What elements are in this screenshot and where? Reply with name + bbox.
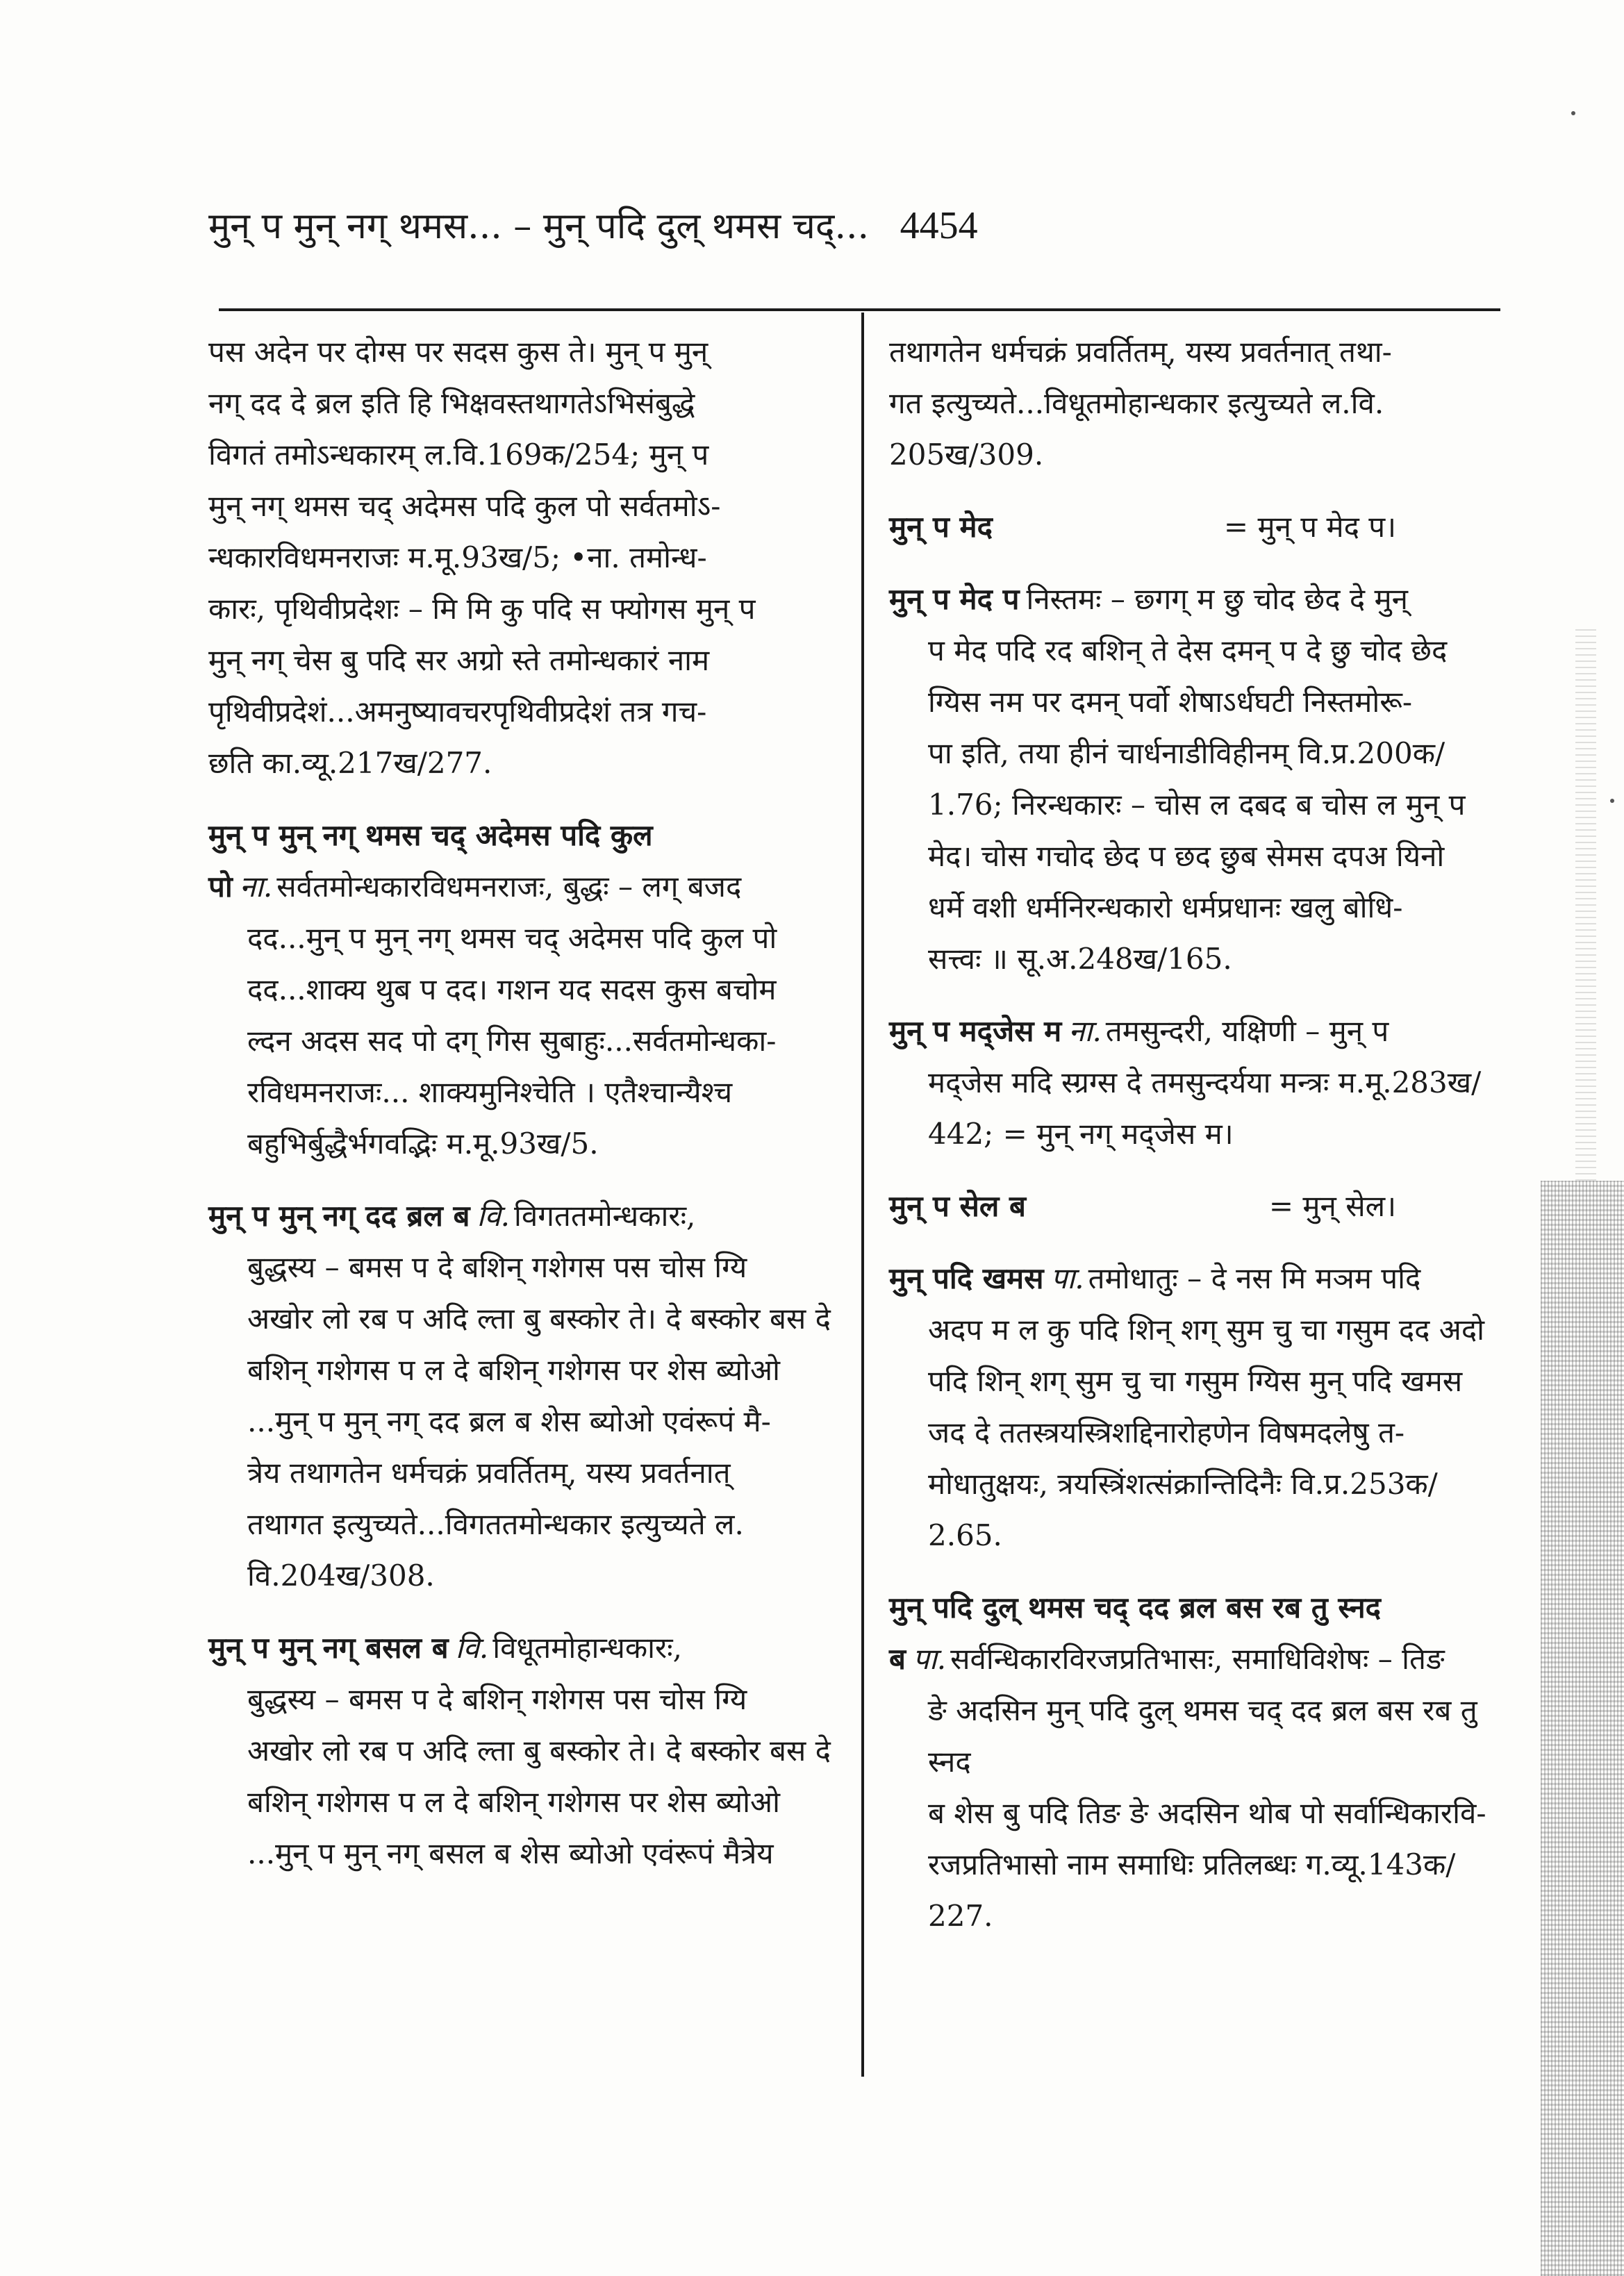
dictionary-entry bbox=[889, 1582, 1507, 1942]
entry-line-text: विगततमोन्धकारः, bbox=[514, 1199, 696, 1233]
entry-line bbox=[889, 574, 1507, 625]
entry-headword: मुन्‌ प मेद bbox=[889, 510, 993, 544]
entry-line-text: 442; = मुन्‌ नग् मद्जेस म। bbox=[928, 1117, 1234, 1151]
entry-line-text: सर्वन्धिकारविरजप्रतिभासः, समाधिविशेषः – तिङ bbox=[950, 1642, 1445, 1676]
dictionary-entry bbox=[208, 1622, 834, 1879]
entry-line bbox=[208, 326, 834, 378]
entry-line-text: विधूतमोहान्धकारः, bbox=[492, 1631, 682, 1665]
dictionary-entry bbox=[889, 501, 1507, 553]
entry-line-text: ङे अदसिन मुन्‌ पदि दुल् थमस चद्‌ दद ब्रल बस रब तु स्नद bbox=[928, 1693, 1477, 1779]
entry-line-text: ग्यिस नम पर दमन् पर्वो शेषाऽर्धघटी निस्तमोरू- bbox=[928, 685, 1413, 719]
entry-line bbox=[889, 429, 1507, 481]
entry-line-text: प मेद पदि रद बशिन् ते देस दमन् प दे छु चोद छेद bbox=[928, 633, 1448, 667]
entry-line bbox=[208, 686, 834, 738]
entry-line bbox=[208, 1777, 834, 1828]
entry-headword: मुन्‌ प मद्जेस म bbox=[889, 1014, 1062, 1048]
entry-line-text: दद...शाक्य थुब प दद। गशन यद सदस कुस बचोम bbox=[247, 972, 777, 1006]
entry-line-text: ...मुन्‌ प मुन्‌ नग् बसल ब शेस ब्योओ एवंरूपं मैत्रेय bbox=[247, 1836, 774, 1870]
scan-speck bbox=[1571, 111, 1575, 115]
entry-line bbox=[208, 738, 834, 789]
entry-line-text: जद दे ततस्त्रयस्त्रिशद्दिनारोहणेन विषमदलेषु त- bbox=[928, 1415, 1405, 1450]
entry-line bbox=[889, 882, 1507, 933]
entry-line bbox=[889, 1891, 1507, 1942]
entry-line bbox=[208, 1293, 834, 1345]
entry-line-text: बशिन् गशेगस प ल दे बशिन् गशेगस पर शेस ब्योओ bbox=[247, 1353, 780, 1387]
entry-line bbox=[208, 964, 834, 1015]
entry-headword: मुन्‌ प सेल ब bbox=[889, 1189, 1026, 1223]
running-head bbox=[208, 198, 1250, 254]
entry-line-text: तमसुन्दरी, यक्षिणी – मुन्‌ प bbox=[1105, 1014, 1389, 1048]
page-number: 4454 bbox=[900, 204, 978, 247]
dictionary-entry bbox=[889, 574, 1507, 985]
entry-line bbox=[208, 532, 834, 583]
entry-line-text: अदप म ल कु पदि शिन् शग् सुम चु चा गसुम दद अदो bbox=[928, 1313, 1485, 1347]
entry-line bbox=[889, 728, 1507, 779]
entry-line-text: बशिन् गशेगस प ल दे बशिन् गशेगस पर शेस ब्योओ bbox=[247, 1785, 780, 1819]
entry-line-text: गत इत्युच्यते...विधूतमोहान्धकार इत्युच्यते ल.वि. bbox=[889, 386, 1384, 420]
dictionary-entry bbox=[208, 810, 834, 1170]
entry-line-text: रजप्रतिभासो नाम समाधिः प्रतिलब्धः ग.व्यू.143क/ bbox=[928, 1847, 1456, 1882]
dictionary-entry bbox=[208, 326, 834, 789]
entry-line-text: 205ख/309. bbox=[889, 438, 1044, 472]
entry-line bbox=[208, 1015, 834, 1067]
entry-line bbox=[889, 1839, 1507, 1891]
entry-line-text: दद...मुन्‌ प मुन्‌ नग् थमस चद्‌ अदेमस पदि कुल पो bbox=[247, 921, 777, 955]
running-head-text: मुन्‌ प मुन्‌ नग् थमस... – मुन्‌ पदि दुल् थमस चद्‌... bbox=[208, 206, 870, 247]
entry-line-text: पृथिवीप्रदेशं...अमनुष्यावचरपृथिवीप्रदेशं तत्र गच- bbox=[208, 695, 707, 729]
entry-line bbox=[889, 933, 1507, 985]
entry-line bbox=[889, 1253, 1507, 1304]
entry-line-text: बुद्धस्य – बमस प दे बशिन् गशेगस पस चोस ग्यि bbox=[247, 1682, 747, 1716]
entry-line bbox=[889, 1006, 1507, 1057]
entry-line bbox=[208, 1345, 834, 1396]
entry-line bbox=[889, 1057, 1507, 1108]
entry-line bbox=[208, 1828, 834, 1879]
entry-line-text: मद्जेस मदि स्ग्रग्स दे तमसुन्दर्यया मन्त्रः म.मू.283ख/ bbox=[928, 1065, 1482, 1099]
entry-line-text: न्धकारविधमनराजः म.मू.93ख/5; •ना. तमोन्ध- bbox=[208, 540, 707, 574]
entry-line-text: छति का.व्यू.217ख/277. bbox=[208, 746, 492, 780]
entry-headword: मुन्‌ प मेद प bbox=[889, 582, 1020, 616]
entry-line-text: नग् दद दे ब्रल इति हि भिक्षवस्तथागतेऽभिसंबुद्धे bbox=[208, 386, 695, 420]
entry-line bbox=[208, 1447, 834, 1499]
entry-line bbox=[889, 1685, 1507, 1788]
entry-line bbox=[208, 1118, 834, 1170]
entry-line-text: निस्तमः – छ्गग् म छु चोद छेद दे मुन्‌ bbox=[1026, 582, 1408, 616]
entry-line bbox=[889, 676, 1507, 728]
entry-line bbox=[889, 1582, 1507, 1685]
entry-line-text: रविधमनराजः... शाक्यमुनिश्चेति । एतैश्चान्यैश्च bbox=[247, 1075, 733, 1109]
entry-line-text: पा इति, तया हीनं चार्धनाडीविहीनम् वि.प्र.200क/ bbox=[928, 736, 1445, 770]
entry-line bbox=[208, 1725, 834, 1777]
entry-line-text: विगतं तमोऽन्धकारम् ल.वि.169क/254; मुन्‌ प bbox=[208, 438, 709, 472]
entry-line-text: पदि शिन् शग् सुम चु चा गसुम ग्यिस मुन्‌ पदि खमस bbox=[928, 1364, 1463, 1398]
grammar-label: वि. bbox=[477, 1199, 511, 1233]
entry-line bbox=[208, 429, 834, 481]
entry-line bbox=[889, 1510, 1507, 1561]
entry-line-text: मोधातुक्षयः, त्रयस्त्रिंशत्संक्रान्तिदिनैः वि.प्र.253क/ bbox=[928, 1467, 1438, 1501]
entry-line-text: ल्दन अदस सद पो दग् गिस सुबाहुः...सर्वतमोन्धका- bbox=[247, 1024, 777, 1058]
entry-line bbox=[889, 1407, 1507, 1459]
entry-line-text: सत्त्वः ॥ सू.अ.248ख/165. bbox=[928, 942, 1232, 976]
entry-line bbox=[889, 378, 1507, 429]
grammar-label: पा. bbox=[912, 1642, 947, 1676]
entry-line bbox=[889, 1788, 1507, 1839]
entry-line bbox=[208, 810, 834, 913]
entry-xref-line bbox=[889, 1181, 1507, 1232]
grammar-label: वि. bbox=[455, 1631, 489, 1665]
entry-line bbox=[208, 1674, 834, 1725]
entry-line-text: अखोर लो रब प अदि ल्ता बु बस्कोर ते। दे बस्कोर बस दे bbox=[247, 1302, 831, 1336]
grammar-label: ना. bbox=[239, 870, 273, 904]
entry-headword: मुन्‌ पदि दुल् थमस चद्‌ दद ब्रल बस रब तु स्नद ब bbox=[889, 1590, 1381, 1676]
entry-line bbox=[208, 583, 834, 635]
right-column bbox=[889, 326, 1507, 1963]
left-column bbox=[208, 326, 834, 1900]
column-divider bbox=[861, 313, 864, 2077]
entry-line bbox=[208, 1622, 834, 1674]
entry-xref-line bbox=[889, 501, 1507, 553]
scan-edge-artifact-upper bbox=[1575, 625, 1596, 1181]
entry-line-text: मेद। चोस गचोद छेद प छद छुब सेमस दपअ यिनो bbox=[928, 839, 1445, 873]
entry-line-text: 227. bbox=[928, 1899, 993, 1933]
entry-line bbox=[208, 1499, 834, 1550]
dictionary-entry bbox=[889, 1006, 1507, 1160]
entry-line-text: तथागतेन धर्मचक्रं प्रवर्तितम्, यस्य प्रवर्तनात् तथा- bbox=[889, 335, 1392, 369]
entry-line bbox=[208, 1242, 834, 1293]
scan-edge-artifact bbox=[1541, 1181, 1624, 2276]
entry-line-text: बहुभिर्बुद्धैर्भगवद्भिः म.मू.93ख/5. bbox=[247, 1127, 599, 1161]
entry-line bbox=[889, 326, 1507, 378]
entry-cross-reference: = मुन्‌ सेल। bbox=[1268, 1189, 1396, 1223]
grammar-label: ना. bbox=[1068, 1014, 1102, 1048]
entry-headword: मुन्‌ प मुन्‌ नग् बसल ब bbox=[208, 1631, 449, 1665]
entry-line bbox=[208, 635, 834, 686]
entry-line-text: ...मुन्‌ प मुन्‌ नग् दद ब्रल ब शेस ब्योओ एवंरूपं मै- bbox=[247, 1404, 771, 1438]
entry-line bbox=[889, 625, 1507, 676]
entry-line bbox=[889, 779, 1507, 831]
entry-line bbox=[889, 1459, 1507, 1510]
entry-line bbox=[208, 1550, 834, 1602]
entry-line-text: बुद्धस्य – बमस प दे बशिन् गशेगस पस चोस ग्यि bbox=[247, 1250, 747, 1284]
entry-line bbox=[889, 1356, 1507, 1407]
entry-line-text: वि.204ख/308. bbox=[247, 1559, 435, 1593]
entry-line bbox=[208, 1396, 834, 1447]
dictionary-entry bbox=[889, 326, 1507, 481]
entry-line-text: त्रेय तथागतेन धर्मचक्रं प्रवर्तितम्, यस्य प्रवर्तनात् bbox=[247, 1456, 731, 1490]
entry-line bbox=[889, 1304, 1507, 1356]
entry-line-text: पस अदेन पर दोग्स पर सदस कुस ते। मुन्‌ प मुन्‌ bbox=[208, 335, 709, 369]
entry-line-text: तथागत इत्युच्यते...विगततमोन्धकार इत्युच्यते ल. bbox=[247, 1507, 744, 1541]
entry-line-text: तमोधातुः – दे नस मि मञम पदि bbox=[1088, 1261, 1421, 1295]
entry-line-text: ब शेस बु पदि तिङ ङे अदसिन थोब पो सर्वान्धिकारवि- bbox=[928, 1796, 1486, 1830]
entry-line-text: सर्वतमोन्धकारविधमनराजः, बुद्धः – लग् बजद bbox=[276, 870, 742, 904]
entry-line-text: अखोर लो रब प अदि ल्ता बु बस्कोर ते। दे बस्कोर बस दे bbox=[247, 1734, 831, 1768]
entry-line-text: मुन्‌ नग् थमस चद्‌ अदेमस पदि कुल पो सर्वतमोऽ- bbox=[208, 489, 721, 523]
entry-line-text: मुन्‌ नग् चेस बु पदि सर अग्रो स्ते तमोन्धकारं नाम bbox=[208, 643, 710, 677]
entry-line-text: धर्मे वशी धर्मनिरन्धकारो धर्मप्रधानः खलु बोधि- bbox=[928, 890, 1403, 924]
scan-speck bbox=[1610, 799, 1614, 803]
entry-headword: मुन्‌ प मुन्‌ नग् दद ब्रल ब bbox=[208, 1199, 470, 1233]
entry-line bbox=[889, 831, 1507, 882]
entry-headword: मुन्‌ प मुन्‌ नग् थमस चद्‌ अदेमस पदि कुल पो bbox=[208, 818, 653, 904]
dictionary-entry bbox=[889, 1181, 1507, 1232]
entry-line bbox=[889, 1108, 1507, 1160]
entry-headword: मुन्‌ पदि खमस bbox=[889, 1261, 1044, 1295]
dictionary-entry bbox=[889, 1253, 1507, 1561]
entry-line-text: 1.76; निरन्धकारः – चोस ल दबद ब चोस ल मुन्‌ प bbox=[928, 788, 1466, 822]
entry-line bbox=[208, 1067, 834, 1118]
dictionary-entry bbox=[208, 1190, 834, 1602]
entry-line-text: कारः, पृथिवीप्रदेशः – मि मि कु पदि स फ्योगस मुन्‌ प bbox=[208, 592, 756, 626]
entry-line bbox=[208, 913, 834, 964]
entry-line bbox=[208, 378, 834, 429]
entry-line bbox=[208, 481, 834, 532]
entry-line-text: 2.65. bbox=[928, 1518, 1002, 1552]
entry-cross-reference: = मुन्‌ प मेद प। bbox=[1223, 510, 1396, 544]
entry-line bbox=[208, 1190, 834, 1242]
grammar-label: पा. bbox=[1050, 1261, 1084, 1295]
header-rule bbox=[219, 308, 1500, 311]
